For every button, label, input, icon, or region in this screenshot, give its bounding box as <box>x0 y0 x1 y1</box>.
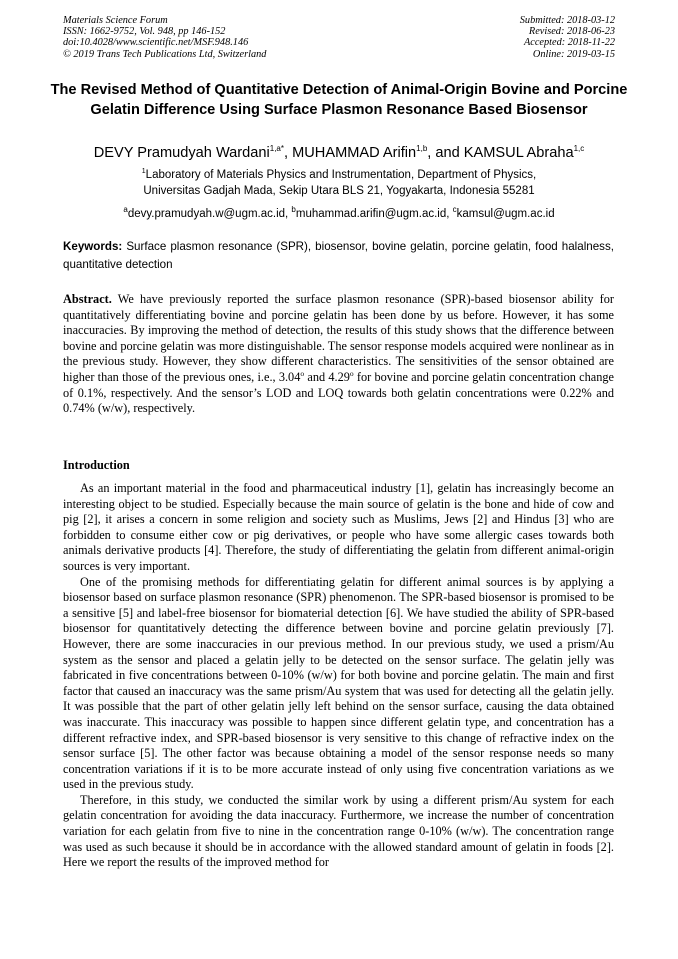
journal-copyright: © 2019 Trans Tech Publications Ltd, Switzerland <box>63 48 267 60</box>
email-superscript: a <box>123 205 128 215</box>
affiliation-line-2: Universitas Gadjah Mada, Sekip Utara BLS 21, Yogyakarta, Indonesia 55281 <box>143 184 535 197</box>
keywords <box>63 238 614 273</box>
email-address: muhammad.arifin@ugm.ac.id, <box>295 208 453 220</box>
author-superscript: 1,a* <box>269 144 284 154</box>
accepted-date: Accepted: 2018-11-22 <box>523 37 615 49</box>
submitted-date: Submitted: 2018-03-12 <box>519 15 615 26</box>
paper-title: The Revised Method of Quantitative Detection of Animal-Origin Bovine and Porcine Gelatin Difference Using Surface Plasmon Resonance Based Biosensor <box>50 82 628 118</box>
introduction-body <box>63 481 614 871</box>
journal-name: Materials Science Forum <box>63 15 168 26</box>
email-address: devy.pramudyah.w@ugm.ac.id, <box>127 208 292 220</box>
author-superscript: 1,c <box>573 144 585 154</box>
affiliation-superscript: 1 <box>141 168 146 176</box>
paragraph: One of the promising methods for differentiating gelatin for different animal sources is by applying a biosensor based on surface plasmon resonance (SPR) phenomenon. The SPR-based biosensor is promised to be a sensitive [5] and label-free biosensor for biomaterial detection [6]. We have studied the ability of SPR-based biosensor for quantitatively detecting the difference between bovine and porcine gelatin previously [7]. However, there are some inaccuracies in our previous method. In our previous study, we used a prism/Au system as the sensor and placed a gelatin jelly to be detected on the sensor surface. The gelatin jelly was fabricated in five concentrations between 0-10% (w/w) for both bovine and porcine gelatin. The main and first factor that caused an inaccuracy was the same prism/Au system that was used for detecting all the gelatin jelly. It was possible that the part of other gelatin jelly left behind on the sensor surface, causing the data obtained was inaccurate. This inaccuracy was possible to happen since different gelatin type, and concentration has a different refractive index, and SPR-based biosensor is very sensitive to this change of refractive index on the sensor surface [5]. The other factor was because obtaining a model of the sensor response needs so many concentration variations if it is to be more accurate instead of only using five concentration variations as we used in the previous study. <box>63 574 614 792</box>
dates-header <box>520 15 615 60</box>
email-superscript: b <box>291 205 296 215</box>
author-name: DEVY Pramudyah Wardani <box>93 145 270 161</box>
revised-date: Revised: 2018-06-23 <box>528 26 615 38</box>
journal-issn: ISSN: 1662-9752, Vol. 948, pp 146-152 <box>63 26 226 38</box>
author-superscript: 1,b <box>416 144 428 154</box>
email-superscript: c <box>452 205 457 215</box>
paragraph: As an important material in the food and pharmaceutical industry [1], gelatin has increasingly become an interesting object to be studied. Especially because the main source of gelatin is the bone and hide of cow and pig [2], it arises a concern in some religion and society such as Muslims, Jews [2] and Hindus [3] who are forbidden to consume either cow or pig derivatives, or people who have some allergic cases towards both animals derivative products [4]. Therefore, the study of differentiating the gelatin from different animal-origin sources is very important. <box>63 481 614 573</box>
abstract-label: Abstract. <box>63 292 112 306</box>
author-name: MUHAMMAD Arifin <box>292 145 417 161</box>
affiliation-line-1: $^1$Laboratory of Materials Physics and Instrumentation, Department of Physics, <box>141 168 537 181</box>
author-list <box>0 144 678 162</box>
author-separator: , and <box>427 145 464 161</box>
section-heading-introduction: Introduction <box>63 458 130 472</box>
journal-header <box>63 15 266 60</box>
degree-superscript: o <box>300 368 305 378</box>
email-address: kamsul@ugm.ac.id <box>456 208 555 220</box>
paragraph: Therefore, in this study, we conducted the similar work by using a different prism/Au system for each gelatin concentration for avoiding the data inaccuracy. Furthermore, we increase the number of concentration variation for each gelatin from five to nine in the concentration range 0-10% (w/w). The concentration range was used as such because it should be in accordance with the allowed standard amount of gelatin in foods [2]. Here we report the results of the improved method for <box>63 792 614 870</box>
author-emails <box>0 207 678 221</box>
author-name: KAMSUL Abraha <box>463 145 574 161</box>
keywords-text: Surface plasmon resonance (SPR), biosensor, bovine gelatin, porcine gelatin, food halalness, quantitative detection <box>63 240 614 271</box>
author-separator: , <box>283 145 293 161</box>
degree-superscript: o <box>349 368 354 378</box>
abstract: Abstract. We have previously reported the surface plasmon resonance (SPR)-based biosensor ability for quantitatively differentiating bovine and porcine gelatin has been done by us before. However, it has some inaccuracies. By improving the method of detection, the results of this study shows that the difference between bovine and porcine gelatin was more distinguishable. The sensor response models acquired were nonlinear as in the previous study. However, they show different characteristics. The sensitivities of the sensor obtained are higher than those of the previous ones, i.e., 3.04$^o$ and 4.29$^o$ for bovine and porcine gelatin concentration change of 0.1%, respectively. And the sensor’s LOD and LOQ towards both gelatin concentrations were 0.22% and 0.74% (w/w), respectively. <box>63 292 614 416</box>
keywords-label: Keywords: <box>63 240 123 253</box>
online-date: Online: 2019-03-15 <box>532 48 615 60</box>
journal-doi: doi:10.4028/www.scientific.net/MSF.948.146 <box>63 37 249 49</box>
affiliation <box>0 168 678 199</box>
